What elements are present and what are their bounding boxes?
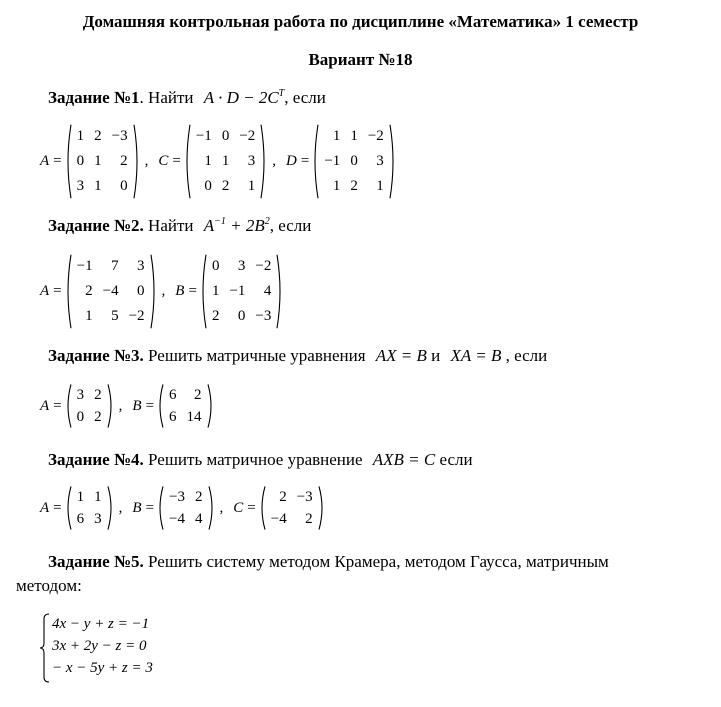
matrix-cell: 2 xyxy=(221,178,230,194)
matrix-cell: −2 xyxy=(239,128,256,144)
task3-label: Задание №3. xyxy=(48,346,144,365)
task2-matrices xyxy=(40,254,284,329)
matrix-name: A xyxy=(40,283,50,299)
left-paren-icon xyxy=(199,254,207,329)
matrix-cell: −2 xyxy=(255,258,272,274)
right-paren-icon xyxy=(107,384,115,428)
system-equation: 3x + 2y − z = 0 xyxy=(52,638,147,654)
matrix-cell: 2 xyxy=(94,128,102,144)
equals-sign: = xyxy=(145,499,155,516)
matrix-name: B xyxy=(132,499,142,516)
matrix xyxy=(183,124,268,199)
matrix-cell: 1 xyxy=(332,178,341,194)
matrix-cell: 1 xyxy=(76,128,85,144)
matrix-name: B xyxy=(175,283,185,299)
matrix-cell: 1 xyxy=(76,488,85,505)
matrix-name: D xyxy=(286,153,297,169)
task5-label: Задание №5. xyxy=(48,552,144,571)
equals-sign: = xyxy=(188,283,197,299)
left-paren-icon xyxy=(258,486,266,530)
matrix-name: B xyxy=(132,397,142,414)
matrix-cell: −2 xyxy=(128,308,145,324)
equals-sign: = xyxy=(53,283,62,299)
task3-text-after: , если xyxy=(505,346,548,365)
system-equation: 4x − y + z = −1 xyxy=(52,616,150,632)
right-paren-icon xyxy=(207,384,215,428)
matrix-cell: 1 xyxy=(376,178,384,194)
task2-heading xyxy=(48,216,311,236)
task4-text-before: Решить матричное уравнение xyxy=(148,450,363,469)
matrix-cell: 0 xyxy=(221,128,230,144)
task4-text-after: если xyxy=(439,450,473,469)
matrix-cell: 2 xyxy=(94,408,102,425)
matrix-cell: 2 xyxy=(195,488,203,505)
left-paren-icon xyxy=(156,486,164,530)
equals-sign: = xyxy=(172,153,181,169)
right-paren-icon xyxy=(260,124,268,199)
matrix-cell: 0 xyxy=(211,258,220,274)
matrix xyxy=(64,486,115,530)
task1-text-after: , если xyxy=(284,88,326,107)
task1-heading xyxy=(48,88,326,108)
matrix-cell: 1 xyxy=(247,178,256,194)
task1-label: Задание №1 xyxy=(48,88,140,107)
task4-eq: AXB = C xyxy=(372,450,436,469)
matrix-cell: 2 xyxy=(305,510,313,527)
matrix-cell: 3 xyxy=(137,258,145,274)
matrix-cell: 3 xyxy=(247,153,256,169)
matrix xyxy=(156,384,215,428)
left-paren-icon xyxy=(156,384,164,428)
task1-matrices xyxy=(40,124,397,199)
task5-heading xyxy=(48,552,609,572)
right-paren-icon xyxy=(318,486,326,530)
task3-conj: и xyxy=(431,346,441,365)
equals-sign: = xyxy=(247,499,256,516)
matrix-cell: 2 xyxy=(279,488,287,505)
matrix-cell: 14 xyxy=(186,408,202,425)
matrix xyxy=(199,254,284,329)
matrix-cell: −3 xyxy=(169,488,185,505)
task2-formula-b-sup: 2 xyxy=(264,216,270,227)
matrix-name: C xyxy=(158,153,169,169)
matrix-cell: 2 xyxy=(194,386,202,403)
matrix xyxy=(258,486,326,530)
matrix-cell: 2 xyxy=(94,386,102,403)
task3-matrices xyxy=(40,384,215,428)
matrix-cell: 1 xyxy=(221,153,230,169)
comma: , xyxy=(219,499,224,516)
task3-eq1: AX = B xyxy=(375,346,427,365)
matrix-name: A xyxy=(40,499,50,516)
matrix-cell: 3 xyxy=(376,153,384,169)
matrix-name: A xyxy=(40,397,50,414)
left-paren-icon xyxy=(64,384,72,428)
left-paren-icon xyxy=(64,124,72,199)
task2-label: Задание №2. xyxy=(48,216,144,235)
matrix-cell: −1 xyxy=(229,283,246,299)
matrix-name: A xyxy=(40,153,50,169)
right-paren-icon xyxy=(107,486,115,530)
matrix-cell: −4 xyxy=(169,510,185,527)
matrix-cell: 1 xyxy=(94,178,102,194)
matrix-cell: 0 xyxy=(204,178,212,194)
matrix-cell: 5 xyxy=(111,308,119,324)
matrix-cell: 2 xyxy=(350,178,358,194)
left-paren-icon xyxy=(183,124,191,199)
comma: , xyxy=(118,397,123,414)
matrix-cell: −3 xyxy=(296,488,313,505)
comma: , xyxy=(272,153,277,169)
matrix-cell: −3 xyxy=(111,128,128,144)
system-equation: − x − 5y + z = 3 xyxy=(52,660,153,676)
matrix-cell: 6 xyxy=(169,386,177,403)
matrix-cell: 1 xyxy=(94,153,102,169)
equals-sign: = xyxy=(145,397,155,414)
matrix-cell: 3 xyxy=(76,178,85,194)
equals-sign: = xyxy=(53,499,62,516)
right-paren-icon xyxy=(150,254,158,329)
matrix-cell: 0 xyxy=(120,178,128,194)
matrix xyxy=(64,254,158,329)
task4-matrices xyxy=(40,486,326,530)
left-paren-icon xyxy=(64,486,72,530)
matrix-cell: 3 xyxy=(94,510,102,527)
matrix-cell: 2 xyxy=(211,308,220,324)
matrix xyxy=(64,384,115,428)
equals-sign: = xyxy=(53,397,62,414)
matrix-cell: 1 xyxy=(350,128,358,144)
task3-eq2: XA = B xyxy=(450,346,502,365)
task5-text: Решить систему методом Крамера, методом Гаусса, матричным xyxy=(148,552,609,571)
matrix-cell: 1 xyxy=(211,283,220,299)
task5-system xyxy=(40,613,153,679)
equals-sign: = xyxy=(53,153,62,169)
matrix-cell: 1 xyxy=(204,153,212,169)
matrix-cell: 4 xyxy=(263,283,272,299)
right-paren-icon xyxy=(276,254,284,329)
matrix-cell: −1 xyxy=(324,153,341,169)
right-paren-icon xyxy=(133,124,141,199)
matrix-cell: 0 xyxy=(76,153,85,169)
task3-heading xyxy=(48,346,547,366)
matrix-cell: 1 xyxy=(94,488,102,505)
equals-sign: = xyxy=(300,153,310,169)
system-brace-icon xyxy=(40,613,50,683)
task2-formula-mid: + 2B xyxy=(230,216,265,235)
task2-formula-a-sup: −1 xyxy=(214,216,226,227)
task1-formula: A · D − 2C xyxy=(203,88,279,107)
matrix-name: C xyxy=(233,499,244,516)
matrix-cell: 1 xyxy=(85,308,93,324)
matrix xyxy=(311,124,396,199)
comma: , xyxy=(144,153,149,169)
matrix-cell: −1 xyxy=(195,128,212,144)
task2-formula-a: A xyxy=(203,216,215,235)
matrix-cell: 2 xyxy=(85,283,93,299)
variant-title: Вариант №18 xyxy=(308,50,413,69)
matrix xyxy=(64,124,141,199)
matrix xyxy=(156,486,215,530)
page-title: Домашняя контрольная работа по дисциплине «Математика» 1 семестр xyxy=(82,12,639,31)
matrix-cell: 6 xyxy=(76,510,85,527)
comma: , xyxy=(161,283,166,299)
matrix-cell: 1 xyxy=(332,128,341,144)
comma: , xyxy=(118,499,123,516)
right-paren-icon xyxy=(389,124,397,199)
matrix-cell: 0 xyxy=(137,283,145,299)
matrix-cell: 3 xyxy=(76,386,85,403)
task3-text-before: Решить матричные уравнения xyxy=(148,346,366,365)
right-paren-icon xyxy=(208,486,216,530)
left-paren-icon xyxy=(64,254,72,329)
task4-heading xyxy=(48,450,473,470)
task1-formula-sup: T xyxy=(278,88,285,99)
matrix-cell: 0 xyxy=(76,408,85,425)
task1-text-before: . Найти xyxy=(139,88,194,107)
task2-text-after: , если xyxy=(269,216,312,235)
task5-text2: методом: xyxy=(16,576,82,595)
matrix-cell: 6 xyxy=(169,408,177,425)
matrix-cell: 0 xyxy=(237,308,246,324)
task4-label: Задание №4. xyxy=(48,450,144,469)
matrix-cell: 0 xyxy=(350,153,358,169)
matrix-cell: −2 xyxy=(367,128,384,144)
matrix-cell: −4 xyxy=(270,510,287,527)
task2-text-before: Найти xyxy=(148,216,194,235)
matrix-cell: 3 xyxy=(237,258,246,274)
matrix-cell: 2 xyxy=(120,153,128,169)
matrix-cell: −1 xyxy=(76,258,93,274)
matrix-cell: −3 xyxy=(255,308,272,324)
left-paren-icon xyxy=(311,124,319,199)
matrix-cell: 4 xyxy=(195,510,203,527)
matrix-cell: −4 xyxy=(102,283,119,299)
matrix-cell: 7 xyxy=(111,258,119,274)
